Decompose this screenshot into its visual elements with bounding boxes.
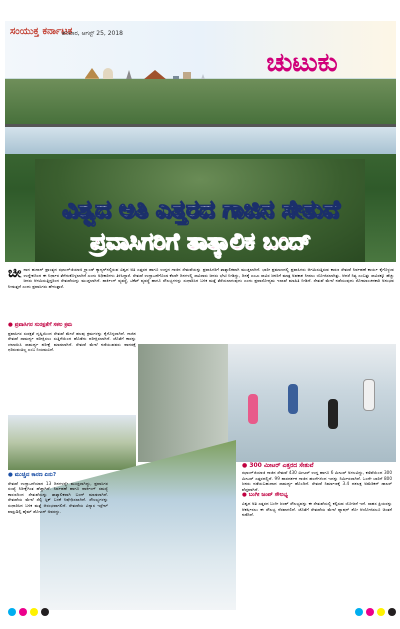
dropcap: ಚೀ [8, 267, 22, 281]
left-column-top [8, 322, 136, 384]
intro-text: ನಾದ ಹುನಾನ್ ಪ್ರಾಂತ್ಯದ ಝಾಂಗ್‌ಜಿಯಾಜಿ ಗ್ರ್ಯಾಂಡ್ ಕ್ಯಾನ್ಯನ್‌ನಲ್ಲಿರುವ ವಿಶ್ವದ ಅತಿ ಎತ್ತರದ ಹಾಗೂ ಉದ್ದದ ಗಾಜಿನ ಸೇತುವೆಯನ್ನು ಪ್ರವಾಸಿಗರಿಗೆ ತಾತ್ಕಾಲಿಕವಾಗಿ ಮುಚ್ಚಲಾಗಿದೆ. ಭಾರೀ ಪ್ರಮಾಣದಲ್ಲಿ ಪ್ರವಾಸಿಗರು ಆಗಮಿಸುತ್ತಿರುವ ಕಾರಣ ಸೇತುವೆ ನಿರ್ವಹಣೆ ಕಾರ್ಯ ಕೈಗೊಳ್ಳುವ ಉದ್ದೇಶದಿಂದ ಈ ನಿರ್ಧಾರ ತೆಗೆದುಕೊಳ್ಳಲಾಗಿದೆ ಎಂದು ಅಧಿಕಾರಿಗಳು ತಿಳಿಸಿದ್ದಾರೆ. ಸೇತುವೆ ಉದ್ಘಾಟನೆಗೊಂಡ ಕೆಲವೇ ದಿನಗಳಲ್ಲಿ ಸಾವಿರಾರು ಜನರು ಭೇಟಿ ನೀಡಿದ್ದು, ದಿನಕ್ಕೆ ಎಂಟು ಸಾವಿರ ಜನರಿಗೆ ಮಾತ್ರ ಅವಕಾಶ ನೀಡಲು ಯೋಜಿಸಲಾಗಿತ್ತು. ಆದರೆ ನಿತ್ಯ ಎಂಬತ್ತು ಸಾವಿರಕ್ಕೂ ಹೆಚ್ಚು ಜನರು ಆಗಮಿಸುತ್ತಿದ್ದರಿಂದ ಸೇತುವೆಯನ್ನು ಮುಚ್ಚಲಾಗಿದೆ. ಪಾರ್ಕಿಂಗ್ ವ್ಯವಸ್ಥೆ, ಟಿಕೆಟ್ ವ್ಯವಸ್ಥೆ ಹಾಗೂ ಸೌಲಭ್ಯಗಳನ್ನು ಸುಧಾರಿಸಿದ ಬಳಿಕ ಮತ್ತೆ ತೆರೆಯಲಾಗುವುದು ಎಂದು ಪ್ರವಾಸೋದ್ಯಮ ಇಲಾಖೆ ಮಾಹಿತಿ ನೀಡಿದೆ. ಸೇತುವೆ ಮೇಲೆ ನಡೆಯುವುದು ರೋಮಾಂಚನಕಾರಿ ಅನುಭವ ನೀಡುತ್ತದೆ ಎಂದು ಪ್ರವಾಸಿಗರು ಹೇಳುತ್ತಾರೆ. [8, 267, 394, 289]
tourist-figure [288, 384, 298, 414]
registration-marks-left [8, 608, 49, 616]
magenta-dot [19, 608, 27, 616]
subheading-safety: ● ಪ್ರವಾಸಿಗರ ಸುರಕ್ಷತೆಗೆ ಸಕಲ ಕ್ರಮ [8, 322, 73, 328]
yellow-dot [377, 608, 385, 616]
dateline: ಶನಿವಾರ, ಆಗಸ್ಟ್ 25, 2018 [62, 30, 123, 37]
registration-marks-right [355, 608, 396, 616]
cyan-dot [8, 608, 16, 616]
section-title: ಚುಟುಕು [266, 48, 338, 78]
bungee-text: ವಿಶ್ವದ ಅತಿ ಎತ್ತರದ ಬಂಗೀ ಜಂಪ್ ಸೌಲಭ್ಯವನ್ನು ಈ ಸೇತುವೆಯಲ್ಲಿ ಕಲ್ಪಿಸುವ ಯೋಜನೆ ಇದೆ. ಸಾಹಸ ಪ್ರಿಯರನ್ನು ಆಕರ್ಷಿಸಲು ಈ ಸೌಲಭ್ಯ ನೆರವಾಗಲಿದೆ. ಜೊತೆಗೆ ಸೇತುವೆಯ ಮೇಲೆ ಫ್ಯಾಷನ್ ಶೋ ಆಯೋಜಿಸಲೂ ಚಿಂತನೆ ನಡೆದಿದೆ. [242, 500, 392, 518]
bridge-rail [5, 124, 396, 127]
height-text: ಝಾಂಗ್‌ಜಿಯಾಜಿ ಗಾಜಿನ ಸೇತುವೆ 430 ಮೀಟರ್ ಉದ್ದ ಹಾಗೂ 6 ಮೀಟರ್ ಅಗಲವಿದ್ದು, ಕಣಿವೆಯಿಂದ 300 ಮೀಟರ್ ಎತ್ತರದಲ್ಲಿದೆ. 99 ಪಾರದರ್ಶಕ ಗಾಜಿನ ಹಲಗೆಗಳಿಂದ ಇದನ್ನು ನಿರ್ಮಿಸಲಾಗಿದೆ. ಒಂದೇ ಬಾರಿಗೆ 800 ಜನರು ನಡೆಯಬಹುದಾದ ಸಾಮರ್ಥ್ಯ ಹೊಂದಿದೆ. ಸೇತುವೆ ನಿರ್ಮಾಣಕ್ಕೆ 3.4 ದಶಲಕ್ಷ ಅಮೆರಿಕನ್ ಡಾಲರ್ ವೆಚ್ಚವಾಗಿದೆ. [242, 470, 392, 492]
yellow-dot [30, 608, 38, 616]
magenta-dot [366, 608, 374, 616]
left-column-bottom [8, 472, 108, 604]
tourist-figure [248, 394, 258, 424]
safety-text: ಪ್ರವಾಸಿಗರ ಸುರಕ್ಷತೆ ದೃಷ್ಟಿಯಿಂದ ಸೇತುವೆ ಮೇಲೆ ಹಲವು ಕ್ರಮಗಳನ್ನು ಕೈಗೊಳ್ಳಲಾಗಿದೆ. ಗಾಜಿನ ಸೇತುವೆ ಸಾಮರ್ಥ್ಯ ಪರೀಕ್ಷಿಸಲು ಸುತ್ತಿಗೆಯಿಂದ ಹೊಡೆದು ಪರೀಕ್ಷಿಸಲಾಗಿದೆ. ಜೊತೆಗೆ ಕಾರನ್ನು ಚಲಾಯಿಸಿ ಸಾಮರ್ಥ್ಯ ಪರೀಕ್ಷೆ ಮಾಡಲಾಗಿದೆ. ಸೇತುವೆ ಮೇಲೆ ನಡೆಯುವವರು ಪಾದರಕ್ಷೆ ಧರಿಸುವಂತಿಲ್ಲ ಎಂಬ ನಿಯಮವಿದೆ. [8, 330, 136, 353]
black-dot [388, 608, 396, 616]
subheading-bungee: ● ಬಂಗೀ ಜಂಪ್ ಸೌಲಭ್ಯ [242, 492, 288, 499]
right-column [242, 470, 392, 610]
headline-line-2: ಪ್ರವಾಸಿಗರಿಗೆ ತಾತ್ಕಾಲಿಕ ಬಂದ್ [90, 228, 311, 255]
intro-paragraph [8, 267, 394, 321]
closure-text: ಸೇತುವೆ ಉದ್ಘಾಟನೆಯಾದ 13 ದಿನಗಳಲ್ಲೇ ಮುಚ್ಚಲಾಗಿದ್ದು, ಪ್ರವಾಸಿಗರ ಸಂಖ್ಯೆ ನಿರೀಕ್ಷೆಗಿಂತ ಹೆಚ್ಚಾಗಿದೆ. ನಿರ್ವಹಣೆ ಹಾಗೂ ಪಾರ್ಕಿಂಗ್ ಸಮಸ್ಯೆ ಕಾರಣದಿಂದ ಸೇತುವೆಯನ್ನು ತಾತ್ಕಾಲಿಕವಾಗಿ ಬಂದ್ ಮಾಡಲಾಗಿದೆ. ಸೇತುವೆಯ ಮೇಲೆ ಸೆಲ್ಫಿ ಸ್ಟಿಕ್ ಬಳಕೆ ನಿಷೇಧಿಸಲಾಗಿದೆ. ಸೌಲಭ್ಯಗಳನ್ನು ಸುಧಾರಿಸಿದ ಬಳಿಕ ಮತ್ತೆ ಆರಂಭವಾಗಲಿದೆ. ಸೇತುವೆಯ ವಿನ್ಯಾಸ ಇಸ್ರೇಲ್ ವಾಸ್ತುಶಿಲ್ಪಿ ಹೈಮ್ ಡೋಟನ್ ಅವರದ್ದು. [8, 480, 108, 514]
black-dot [41, 608, 49, 616]
tourist-figure [363, 379, 375, 411]
cliff-illustration [138, 344, 228, 462]
subheading-height: ● 300 ಮೀಟರ್ ಎತ್ತರದ ಸೇತುವೆ [242, 462, 314, 469]
brand-logo-text: ಸಂಯುಕ್ತ ಕರ್ನಾಟಕ [10, 26, 73, 37]
bridge-side-photo [8, 415, 136, 470]
tourist-figure [328, 399, 338, 429]
headline-line-1: ವಿಶ್ವದ ಅತಿ ಎತ್ತರದ ಗಾಜಿನ ಸೇತುವೆ [61, 194, 340, 223]
subheading-closure: ● ಮುಚ್ಚಿದ ಕಾರಣ ಏನು? [8, 472, 57, 478]
cyan-dot [355, 608, 363, 616]
tourists-on-bridge-photo [138, 344, 396, 462]
glass-bridge-illustration [5, 124, 396, 154]
